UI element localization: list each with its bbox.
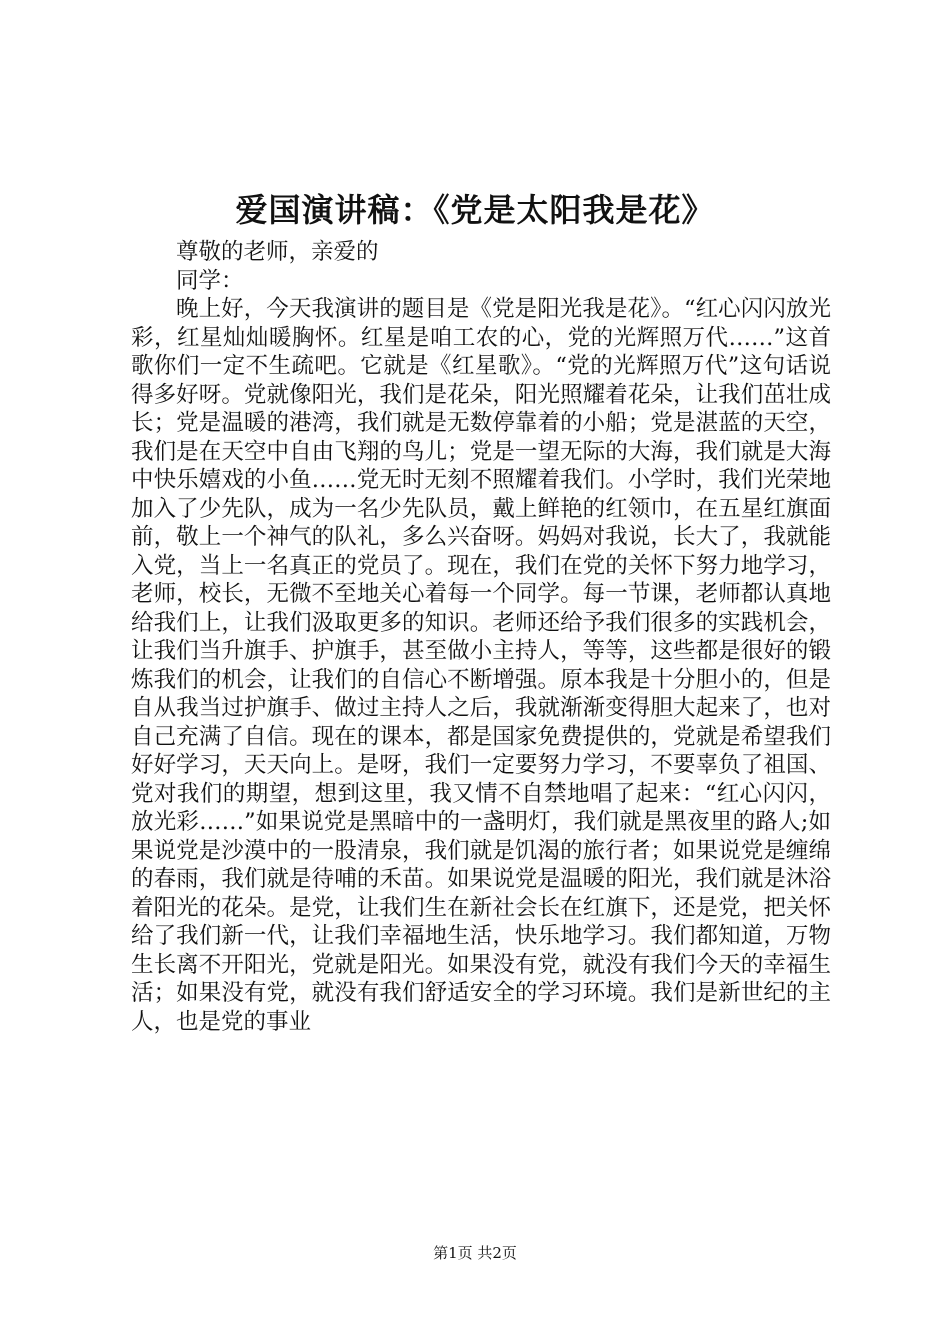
salutation-line-2: 同学： [176,267,244,294]
document-title: 爱国演讲稿：《党是太阳我是花》 [235,191,715,229]
page-number-footer: 第1页 共2页 [433,1244,517,1262]
speech-body-paragraph: 晚上好，今天我演讲的题目是《党是阳光我是花》。“红心闪闪放光彩，红星灿灿暖胸怀。红星是咱工农的心，党的光辉照万代……”这首歌你们一定不生疏吧。它就是《红星歌》。“党的光辉照万代”这句话说得多好呀。党就像阳光，我们是花朵，阳光照耀着花朵，让我们茁壮成长；党是温暖的港湾，我们就是无数停靠着的小船；党是湛蓝的天空，我们是在天空中自由飞翔的鸟儿；党是一望无际的大海，我们就是大海中快乐嬉戏的小鱼……党无时无刻不照耀着我们。小学时，我们光荣地加入了少先队，成为一名少先队员，戴上鲜艳的红领巾，在五星红旗面前，敬上一个神气的队礼，多么兴奋呀。妈妈对我说，长大了，我就能入党，当上一名真正的党员了。现在，我们在党的关怀下努力地学习，老师，校长，无微不至地关心着每一个同学。每一节课，老师都认真地给我们上，让我们汲取更多的知识。老师还给予我们很多的实践机会，让我们当升旗手、护旗手，甚至做小主持人，等等，这些都是很好的锻炼我们的机会，让我们的自信心不断增强。原本我是十分胆小的，但是自从我当过护旗手、做过主持人之后，我就渐渐变得胆大起来了，也对自己充满了自信。现在的课本，都是国家免费提供的，党就是希望我们好好学习，天天向上。是呀，我们一定要努力学习，不要辜负了祖国、党对我们的期望，想到这里，我又情不自禁地唱了起来：“红心闪闪，放光彩……”如果说党是黑暗中的一盏明灯，我们就是黑夜里的路人;如果说党是沙漠中的一股清泉，我们就是饥渴的旅行者；如果说党是缠绵的春雨，我们就是待哺的禾苗。如果说党是温暖的阳光，我们就是沐浴着阳光的花朵。是党，让我们生在新社会长在红旗下，还是党，把关怀给了我们新一代，让我们幸福地生活，快乐地学习。我们都知道，万物生长离不开阳光，党就是阳光。如果没有党，就没有我们今天的幸福生活；如果没有党，就没有我们舒适安全的学习环境。我们是新世纪的主人，也是党的事业 [131,296,831,1035]
salutation [131,238,831,295]
salutation-line-1: 尊敬的老师，亲爱的 [176,239,379,265]
